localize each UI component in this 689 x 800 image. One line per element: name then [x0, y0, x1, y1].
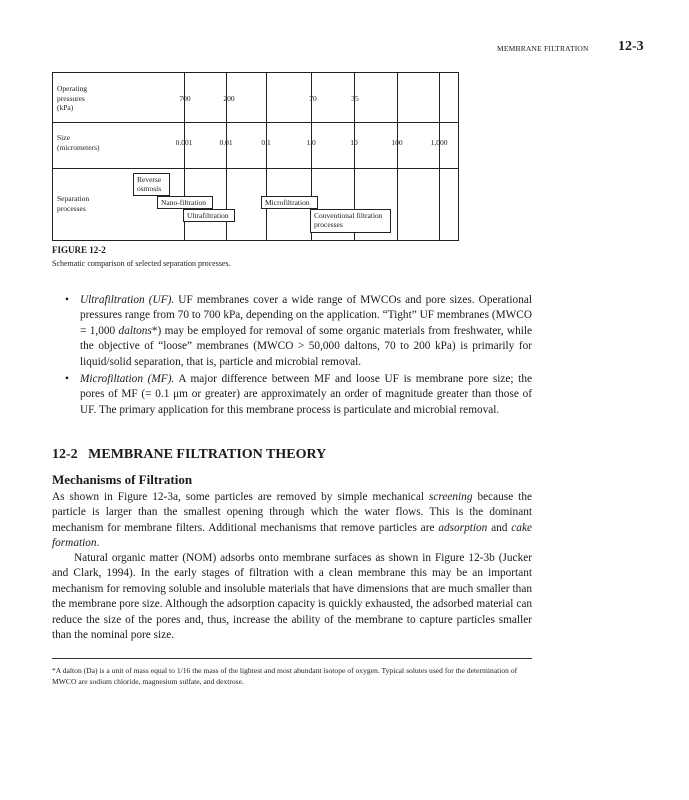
- bullet-icon: •: [65, 373, 69, 386]
- section-heading: 12-2 MEMBRANE FILTRATION THEORY: [52, 447, 327, 462]
- figure-caption-title: FIGURE 12-2: [52, 245, 106, 255]
- size-row-label: Size (micrometers): [57, 133, 100, 152]
- figure-caption-text: Schematic comparison of selected separation processes.: [52, 259, 231, 268]
- list-item: • Microfiltation (MF). A major difference between MF and loose UF is membrane pore size; the pores of MF (= 0.1 μm or greater) are approximately an order of magnitude greater than those of UF. The primary application for this membrane process is particulate and microbial removal.: [65, 373, 532, 416]
- grid-line: [439, 73, 440, 240]
- running-title: MEMBRANE FILTRATION: [497, 44, 589, 53]
- bullet-list: [52, 293, 532, 420]
- pressure-tick: 700: [179, 94, 191, 103]
- reverse-osmosis-box: Reverse osmosis: [133, 173, 170, 196]
- pressure-tick: 35: [351, 94, 359, 103]
- conventional-filtration-box: Conventional filtration processes: [310, 209, 391, 233]
- paragraph-1: As shown in Figure 12-3a, some particles are removed by simple mechanical screening because the particle is larger than the smallest opening through which the water flows. This is the dominant mechanism for membrane filters. Additional mechanisms that remove particles are adsorption and cake formation.: [52, 491, 532, 550]
- separation-row-label: Separation processes: [57, 194, 90, 213]
- size-tick: 0.1: [261, 138, 271, 147]
- pressure-tick: 70: [309, 94, 317, 103]
- size-tick: 0.001: [175, 138, 193, 147]
- size-tick: 1,000: [430, 138, 448, 147]
- page-number: 12-3: [618, 39, 644, 54]
- footnote: *A dalton (Da) is a unit of mass equal to 1/16 the mass of the lightest and most abundant isotope of oxygen. Typical solutes used for the determination of MWCO are sodium chloride, magnesium sulfate, and dextrose.: [52, 666, 518, 686]
- nanofiltration-box: Nano-filtration: [157, 196, 213, 209]
- paragraph-2: Natural organic matter (NOM) adsorbs onto membrane surfaces as shown in Figure 12-3b (Jucker and Clark, 1994). In the early stages of filtration with a clean membrane this may be an important mechanism for removing soluble and insoluble materials that have dimensions that are much smaller than the membrane pore size. Although the adsorption capacity is quickly exhausted, the adsorbed material can reduce the size of the pores and, thus, increase the ability of the membrane to capture particles smaller than the nominal pore size.: [52, 552, 532, 642]
- size-tick: 100: [391, 138, 403, 147]
- size-tick: 10: [350, 138, 358, 147]
- bullet-icon: •: [65, 294, 69, 306]
- pressure-tick: 200: [223, 94, 235, 103]
- subsection-heading: Mechanisms of Filtration: [52, 472, 193, 487]
- figure-12-2: [52, 72, 459, 241]
- microfiltration-box: Microfiltration: [261, 196, 318, 209]
- grid-line: [397, 73, 398, 240]
- size-tick: 0.01: [219, 138, 233, 147]
- grid-line: [266, 73, 267, 240]
- pressure-row-label: Operating pressures (kPa): [57, 84, 87, 112]
- ultrafiltration-box: Ultrafiltration: [183, 209, 235, 222]
- list-item: • Ultrafiltration (UF). UF membranes cover a wide range of MWCOs and pore sizes. Operational pressures range from 70 to 700 kPa, depending on the application. “Tight” UF membranes (MWCO = 1,000 daltons*) may be employed for removal of some organic materials from freshwater, while the objective of “loose” membranes (MWCO > 50,000 daltons, 70 to 200 kPa) is primarily for liquid/solid separation, that is, particle and microbial removal.: [65, 294, 533, 368]
- footnote-rule: [52, 658, 532, 659]
- size-tick: 1.0: [306, 138, 316, 147]
